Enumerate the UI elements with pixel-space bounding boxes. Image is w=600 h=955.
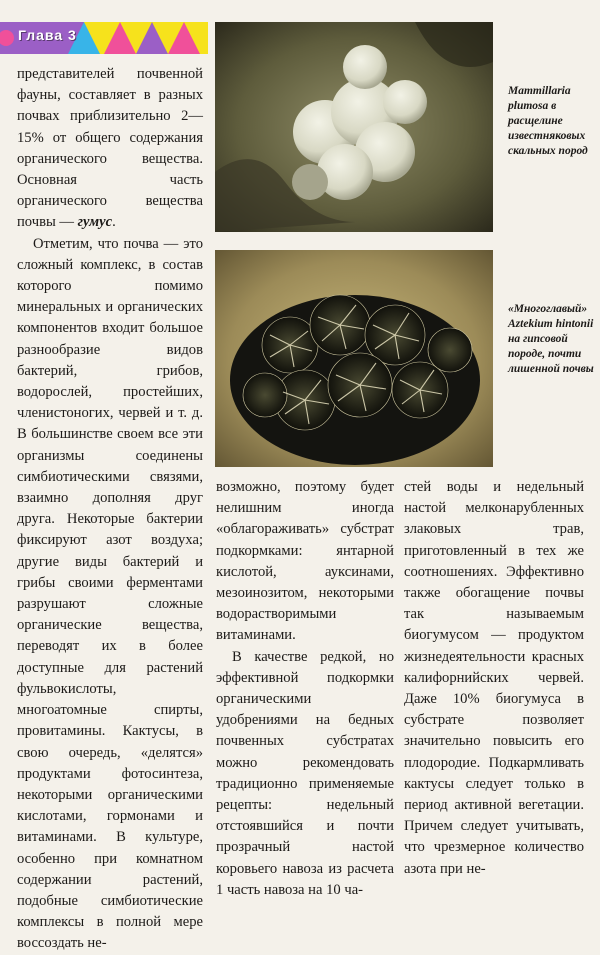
paragraph: В качестве редкой, но эффективной подкормки органическими удобрениями на бедных почвенных субстратах можно рекомендовать традиционно применяемые рецепты: недельный отстоявшийся и почти прозрачный настой коровьего навоза из расчета 1 часть навоза на 10 ча- bbox=[216, 648, 394, 898]
text-column-1 bbox=[17, 64, 203, 955]
paragraph: Отметим, что почва — это сложный комплекс, в состав которого помимо минеральных и органических компонентов входит большое разнообразие видов бактерий, грибов, водорослей, простейших, членистоногих, червей и т. д. В большинстве своем все эти организмы соединены симбиотическими связями, взаимно дополняя друг друга. Некоторые бактерии фиксируют азот воздуха; другие виды бактерий и грибы своими ферментами разрушают сложные органические вещества, переводят их в более доступные для растений фульвокислоты, многоатомные спирты, провитамины. Кактусы, в свою очередь, «делятся» продуктами фотосинтеза, некоторыми органическими кислотами, гормонами и витаминами. В культуре, особенно при комнатном содержании растений, подобные симбиотические комплексы в полной мере воссоздать не- bbox=[17, 235, 203, 952]
text-run: представителей почвенной фауны, составляет в разных почвах приблизительно 2—15% от общего содержания органического вещества. Основная часть органического вещества почвы — bbox=[17, 66, 203, 231]
caption-species: «Многоглавый» Aztekium hintonii bbox=[508, 303, 594, 330]
caption-text: на гипсовой породе, почти лишенной почвы bbox=[508, 333, 594, 375]
chapter-header-bar bbox=[0, 22, 208, 54]
caption-species: Mammillaria plumosa bbox=[508, 85, 571, 112]
text-column-3 bbox=[404, 477, 584, 880]
photo-caption-1 bbox=[508, 84, 594, 159]
text-column-2 bbox=[216, 477, 394, 901]
paragraph bbox=[17, 64, 203, 234]
paragraph: возможно, поэтому будет нелишним иногда «облагораживать» субстрат подкормками: янтарной кислотой, ауксинами, мезоинозитом, некоторыми водорастворимыми витаминами. bbox=[216, 479, 394, 644]
photo-aztekium-hintonii bbox=[215, 250, 493, 467]
caption-text: в расщелине известняковых скальных пород bbox=[508, 100, 588, 157]
paragraph: стей воды и недельный настой мелконарубленных злаковых трав, приготовленный в тех же соотношениях. Эффективно также обогащение почвы так называемым биогумусом — продуктом жизнедеятельности красных калифорнийских червей. Даже 10% биогумуса в субстрате позволяет значительно повысить его плодородие. Подкармливать кактусы следует только в период активной вегетации. Причем следует учитывать, что чрезмерное количество азота при не- bbox=[404, 479, 584, 877]
text-run: . bbox=[112, 214, 116, 231]
photo-mammillaria-plumosa bbox=[215, 22, 493, 232]
term-humus: гумус bbox=[77, 214, 113, 231]
photo-caption-2 bbox=[508, 302, 594, 377]
chapter-label: Глава 3 bbox=[18, 27, 77, 43]
